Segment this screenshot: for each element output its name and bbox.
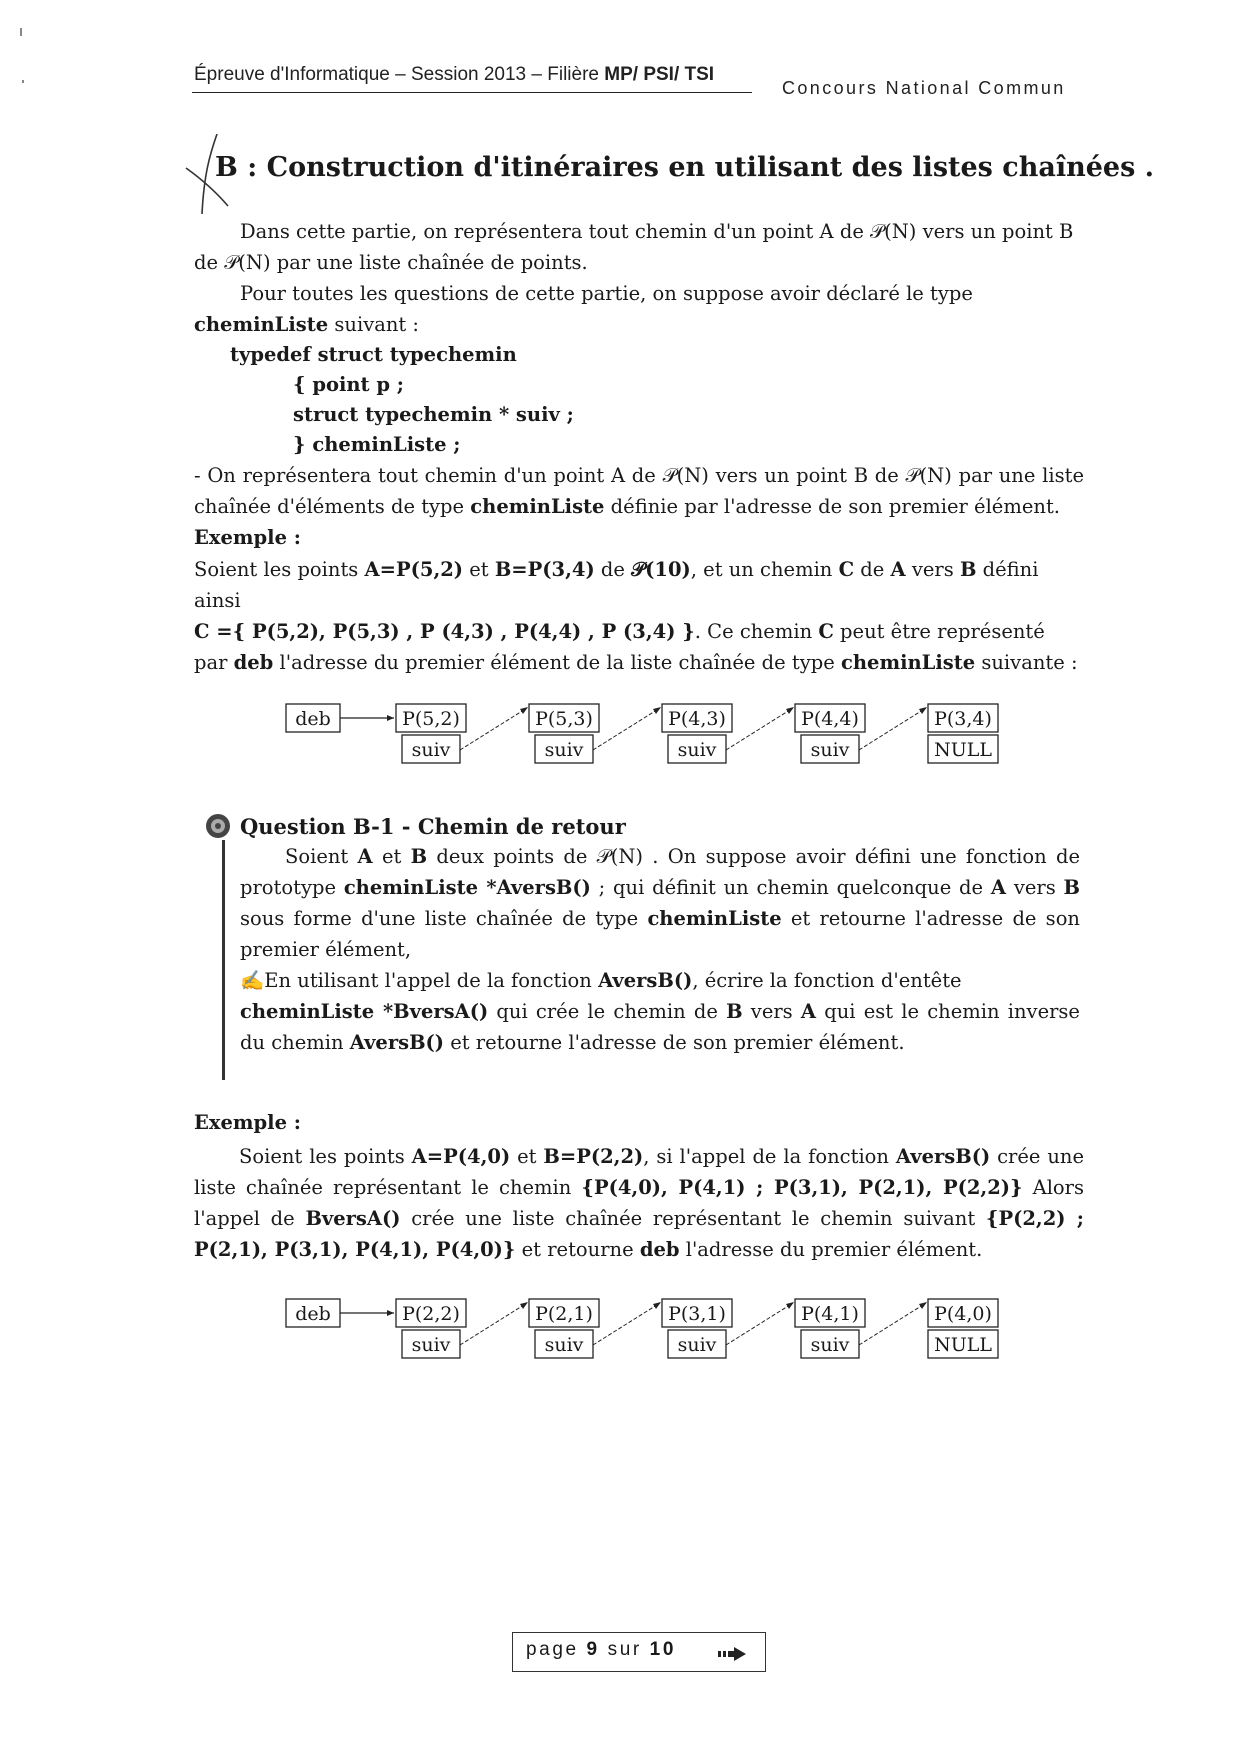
next-pointer-label: suiv	[544, 739, 584, 761]
linked-list-diagram-1	[280, 700, 1000, 782]
code-line-4: } cheminListe ;	[293, 433, 461, 456]
head-pointer-label: deb	[295, 708, 331, 730]
arrow-head	[387, 715, 394, 721]
example-2-text: Soient les points A=P(4,0) et B=P(2,2), si l'appel de la fonction AversB() crée une liste chaînée représentant le chemin {P(4,0), P(4,1) ; P(3,1), P(2,1), P(2,2)} Alors l'appel de BversA() crée une liste chaînée représentant le chemin suivant {P(2,2) ; P(2,1), P(3,1), P(4,1), P(4,0)} et retourne deb l'adresse du premier élément.	[194, 1145, 1084, 1261]
next-pointer-arrow	[859, 708, 926, 750]
node-value-label: P(4,4)	[801, 708, 859, 730]
code-line-3: struct typechemin * suiv ;	[293, 403, 574, 426]
null-pointer-label: NULL	[934, 739, 992, 761]
next-pointer-arrow	[460, 708, 527, 750]
node-value-label: P(4,3)	[668, 708, 726, 730]
question-title: Question B-1 - Chemin de retour	[240, 814, 626, 839]
arrow-head	[919, 1302, 927, 1309]
next-pointer-arrow	[726, 708, 793, 750]
linked-list-diagram-2-svg	[280, 1295, 1000, 1377]
example-1-label: Exemple :	[194, 526, 301, 549]
next-pointer-label: suiv	[677, 1334, 717, 1356]
node-value-label: P(2,2)	[402, 1303, 460, 1325]
arrow-head	[520, 1302, 528, 1309]
arrow-right-icon	[718, 1646, 748, 1662]
arrow-head	[786, 1302, 794, 1309]
question-paragraph-2: ✍En utilisant l'appel de la fonction AversB(), écrire la fonction d'entête	[240, 969, 962, 992]
code-line-2: { point p ;	[293, 373, 404, 396]
header-rule	[192, 92, 752, 93]
question-side-bar	[222, 840, 225, 1080]
head-pointer-label: deb	[295, 1303, 331, 1325]
header-contest-name: Concours National Commun	[782, 78, 1066, 98]
next-pointer-arrow	[859, 1303, 926, 1345]
linked-list-diagram-2	[280, 1295, 1000, 1377]
arrow-head	[653, 1302, 661, 1309]
page-number: page 9 sur 10	[526, 1639, 677, 1660]
node-value-label: P(5,2)	[402, 708, 460, 730]
arrow-head	[520, 707, 528, 714]
example-1-text: Soient les points A=P(5,2) et B=P(3,4) de 𝒫(10), et un chemin C de A vers B défini ainsi C ={ P(5,2), P(5,3) , P (4,3) , P(4,4) , P (3,4) }. Ce chemin C peut être représenté par deb l'adresse du premier élément de la liste chaînée de type cheminListe suivante :	[194, 558, 1078, 674]
question-paragraph-1: Soient A et B deux points de 𝒫(N) . On suppose avoir défini une fonction de prototype cheminListe *AversB() ; qui définit un chemin quelconque de A vers B sous forme d'une liste chaînée de type cheminListe et retourne l'adresse de son premier élément,	[240, 845, 1081, 961]
arrow-head	[653, 707, 661, 714]
intro-paragraph: Dans cette partie, on représentera tout chemin d'un point A de 𝒫(N) vers un point B de 𝒫(N) par une liste chaînée de points. Pour toutes les questions de cette partie, on suppose avoir déclaré le type cheminListe suivant :	[194, 220, 1074, 336]
scan-mark	[20, 28, 22, 36]
next-pointer-arrow	[593, 1303, 660, 1345]
representation-paragraph: - On représentera tout chemin d'un point A de 𝒫(N) vers un point B de 𝒫(N) par une liste chaînée d'éléments de type cheminListe définie par l'adresse de son premier élément.	[194, 464, 1084, 518]
next-pointer-arrow	[460, 1303, 527, 1345]
node-value-label: P(5,3)	[535, 708, 593, 730]
writing-hand-icon: ✍	[240, 969, 265, 992]
next-pointer-label: suiv	[677, 739, 717, 761]
node-value-label: P(3,1)	[668, 1303, 726, 1325]
next-pointer-label: suiv	[810, 1334, 850, 1356]
scan-mark	[22, 80, 24, 83]
example-2-label: Exemple :	[194, 1111, 301, 1134]
null-pointer-label: NULL	[934, 1334, 992, 1356]
arrow-head	[919, 707, 927, 714]
header-exam-title: Épreuve d'Informatique – Session 2013 – Filière MP/ PSI/ TSI	[194, 64, 715, 85]
node-value-label: P(4,0)	[934, 1303, 992, 1325]
node-value-label: P(2,1)	[535, 1303, 593, 1325]
next-pointer-arrow	[726, 1303, 793, 1345]
question-gear-icon	[204, 812, 232, 840]
arrow-head	[786, 707, 794, 714]
linked-list-diagram-1-svg	[280, 700, 1000, 782]
arrow-head	[387, 1310, 394, 1316]
question-paragraph-3: cheminListe *BversA() qui crée le chemin de B vers A qui est le chemin inverse du chemin AversB() et retourne l'adresse de son premier élément.	[240, 1000, 1080, 1054]
next-pointer-label: suiv	[544, 1334, 584, 1356]
node-value-label: P(4,1)	[801, 1303, 859, 1325]
next-pointer-label: suiv	[810, 739, 850, 761]
next-pointer-label: suiv	[411, 739, 451, 761]
next-pointer-arrow	[593, 708, 660, 750]
section-title: B : Construction d'itinéraires en utilisant des listes chaînées .	[215, 152, 1155, 183]
node-value-label: P(3,4)	[934, 708, 992, 730]
next-pointer-label: suiv	[411, 1334, 451, 1356]
code-line-1: typedef struct typechemin	[230, 343, 517, 366]
